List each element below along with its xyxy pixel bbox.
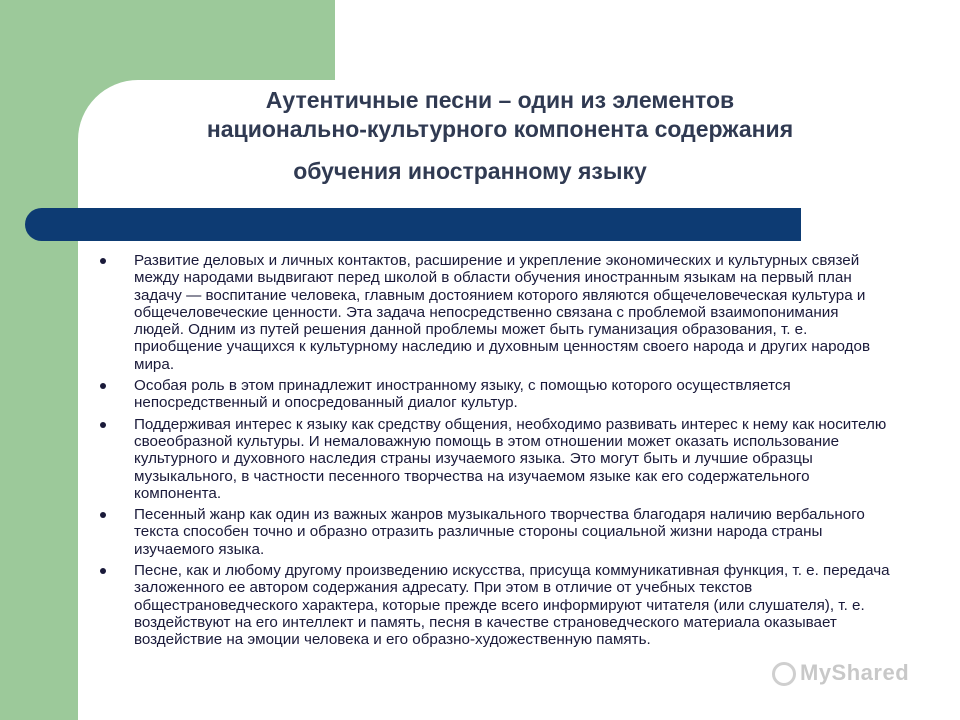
bullet-list: [100, 252, 890, 653]
bullet-dot-icon: [100, 383, 106, 389]
bullet-dot-icon: [100, 512, 106, 518]
bullet-dot-icon: [100, 568, 106, 574]
slide-title-line-1: Аутентичные песни – один из элементов: [265, 87, 735, 113]
accent-bar: [25, 208, 801, 241]
bullet-item: [100, 562, 890, 648]
watermark-circle-icon: [772, 662, 796, 686]
bullet-text: Особая роль в этом принадлежит иностранному языку, с помощью которого осуществляется непосредственный и опосредованный диалог культур.: [134, 377, 791, 412]
bullet-text: Песенный жанр как один из важных жанров музыкального творчества благодаря наличию вербального текста способен точно и образно отразить различные стороны социальной жизни народа страны изучаемого языка.: [134, 506, 865, 558]
bullet-item: [100, 377, 890, 412]
slide-title-line-2: национально-культурного компонента содержания: [206, 116, 794, 142]
bullet-text: Песне, как и любому другому произведению искусства, присуща коммуникативная функция, т. е. передача заложенного ее автором содержания адресату. При этом в отличие от учебных текстов общестрановедческого характера, которые прежде всего информируют читателя (или слушателя), т. е. воздействуют на его интеллект и память, песня в качестве страноведческого материала оказывает воздействие на эмоции человека и его образно-художественную память.: [134, 562, 890, 649]
bullet-dot-icon: [100, 258, 106, 264]
bullet-item: [100, 416, 890, 502]
bullet-item: [100, 252, 890, 373]
watermark-logo: [772, 660, 924, 688]
bullet-dot-icon: [100, 422, 106, 428]
bullet-text: Развитие деловых и личных контактов, расширение и укрепление экономических и культурных связей между народами выдвигают перед школой в области обучения иностранным языкам на первый план задачу — воспитание человека, главным достоянием которого являются общечеловеческая культура и общечеловеческие ценности. Эта задача непосредственно связана с проблемой взаимопонимания людей. Одним из путей решения данной проблемы может быть гуманизация образования, т. е. приобщение учащихся к культурному наследию и духовным ценностям своего народа и других народов мира.: [134, 252, 871, 373]
watermark-text: MyShared: [800, 660, 910, 685]
bullet-item: [100, 506, 890, 558]
slide-title-line-3: обучения иностранному языку: [293, 158, 647, 184]
bullet-text: Поддерживая интерес к языку как средству общения, необходимо развивать интерес к нему как носителю своеобразной культуры. И немаловажную помощь в этом отношении может оказать использование культурного и духовного наследия страны изучаемого языка. Это могут быть и лучшие образцы музыкального, в частности песенного творчества на изучаемом языке как его содержательного компонента.: [134, 415, 887, 502]
